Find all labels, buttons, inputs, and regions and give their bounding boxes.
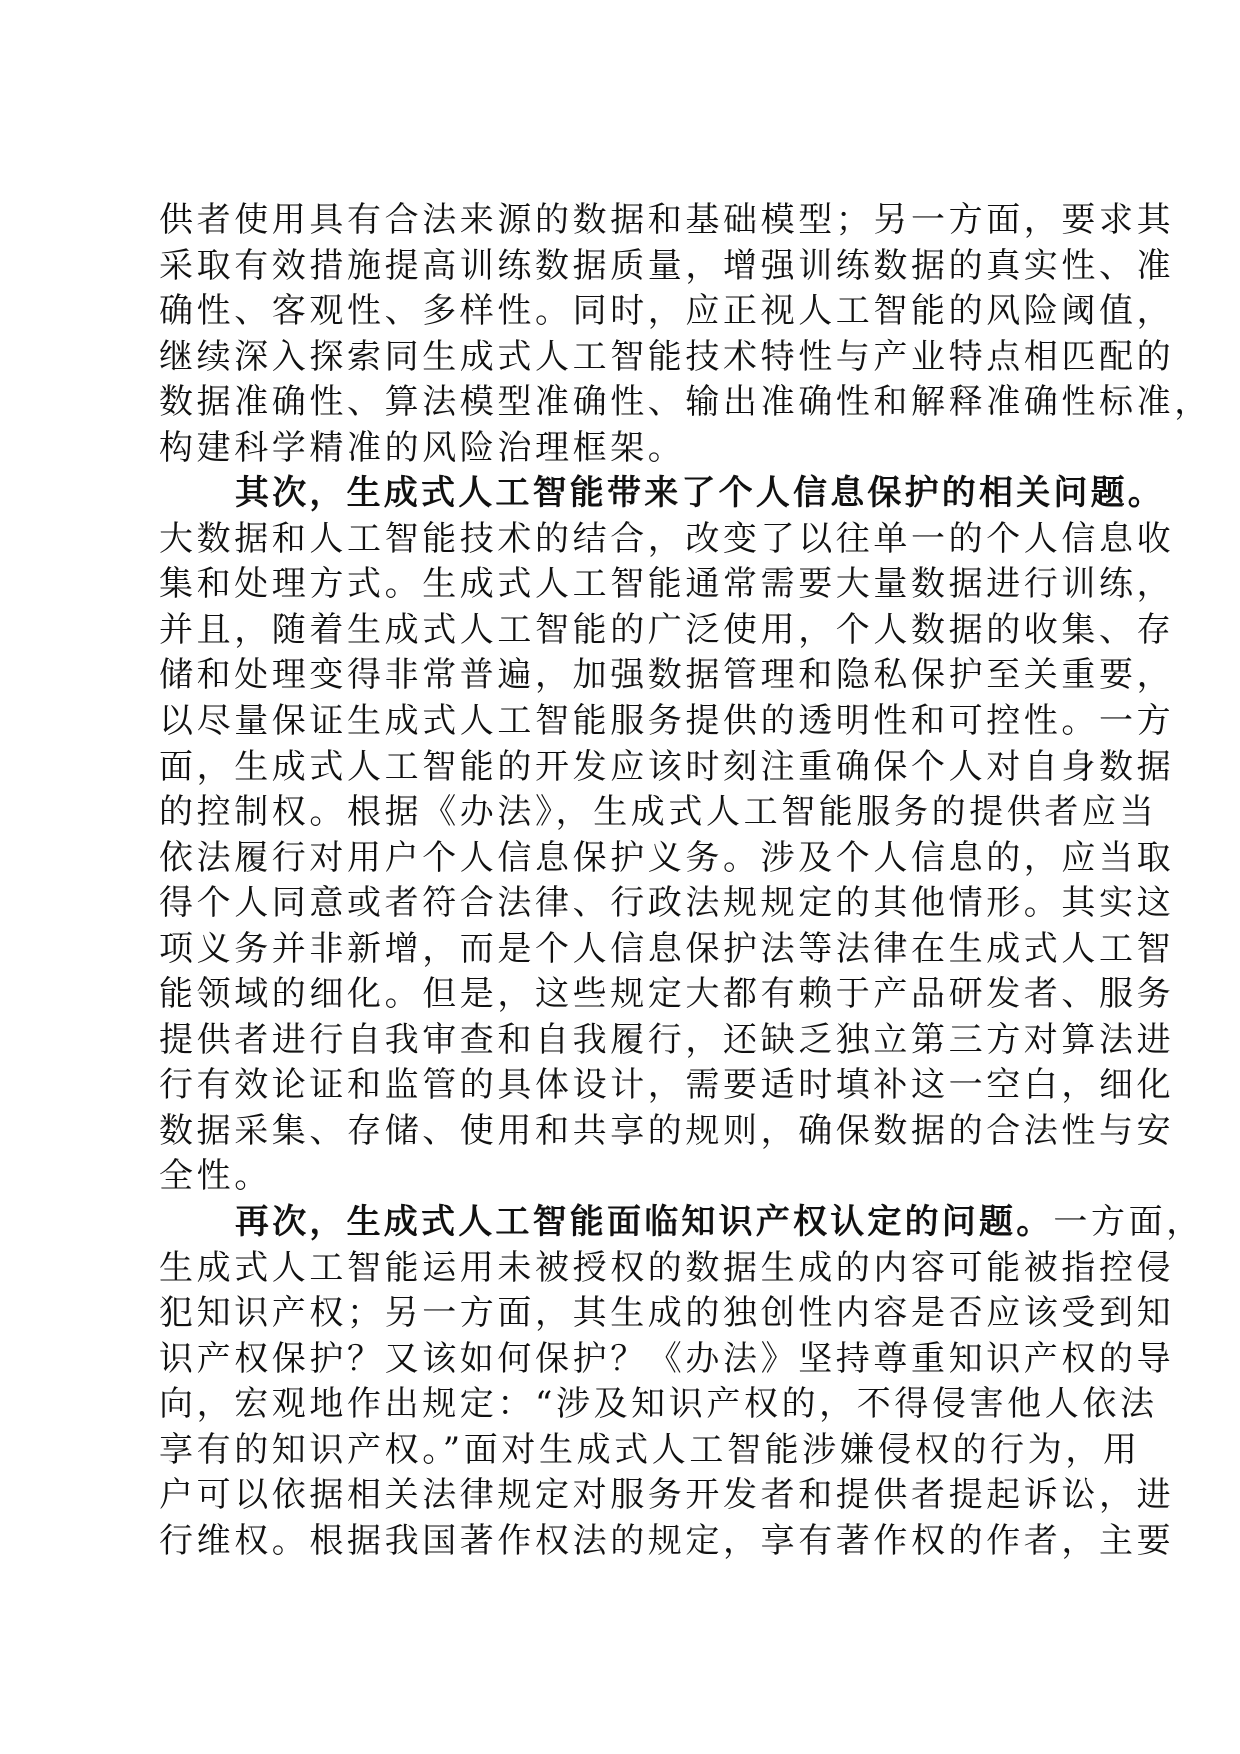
text-line: 犯知识产权；另一方面，其生成的独创性内容是否应该受到知: [159, 1293, 1175, 1334]
text-line: 行有效论证和监管的具体设计，需要适时填补这一空白，细化: [159, 1065, 1175, 1106]
paragraph-2: [159, 471, 1175, 1200]
text-line: 的控制权。根据《办法》，生成式人工智能服务的提供者应当: [159, 792, 1158, 833]
text-line: 提供者进行自我审查和自我履行，还缺乏独立第三方对算法进: [159, 1019, 1175, 1060]
text-line: 采取有效措施提高训练数据质量，增强训练数据的真实性、准: [159, 245, 1175, 286]
text-line: 数据准确性、算法模型准确性、输出准确性和解释准确性标准，: [159, 382, 1212, 423]
paragraph-3: [159, 1200, 1204, 1564]
text-line: 集和处理方式。生成式人工智能通常需要大量数据进行训练，: [159, 564, 1175, 605]
text-line: 享有的知识产权。”面对生成式人工智能涉嫌侵权的行为，用: [159, 1429, 1141, 1470]
text-line: 构建科学精准的风险治理框架。: [159, 427, 686, 468]
text-line: 得个人同意或者符合法律、行政法规规定的其他情形。其实这: [159, 883, 1175, 924]
text-line: 并且，随着生成式人工智能的广泛使用，个人数据的收集、存: [159, 609, 1175, 650]
text-line: 储和处理变得非常普遍，加强数据管理和隐私保护至关重要，: [159, 655, 1175, 696]
text-line: 大数据和人工智能技术的结合，改变了以往单一的个人信息收: [159, 518, 1175, 559]
paragraph-heading-line: [159, 471, 1165, 517]
text-line: 面，生成式人工智能的开发应该时刻注重确保个人对自身数据: [159, 746, 1175, 787]
text-line: 户可以依据相关法律规定对服务开发者和提供者提起诉讼，进: [159, 1475, 1175, 1516]
paragraph-lead-tail: 一方面，: [1053, 1202, 1204, 1243]
text-line: 能领域的细化。但是，这些规定大都有赖于产品研发者、服务: [159, 974, 1175, 1015]
text-line: 确性、客观性、多样性。同时，应正视人工智能的风险阈值，: [159, 291, 1175, 332]
paragraph-1: [159, 198, 1212, 471]
text-line: 供者使用具有合法来源的数据和基础模型；另一方面，要求其: [159, 200, 1175, 240]
text-line: 依法履行对用户个人信息保护义务。涉及个人信息的，应当取: [159, 837, 1175, 878]
text-line: 向，宏观地作出规定：“涉及知识产权的，不得侵害他人依法: [159, 1384, 1158, 1425]
paragraph-lead-sentence: 其次，生成式人工智能带来了个人信息保护的相关问题。: [235, 473, 1165, 514]
text-line: 数据采集、存储、使用和共享的规则，确保数据的合法性与安: [159, 1110, 1175, 1151]
body-text: [159, 198, 1212, 1564]
text-line: 全性。: [159, 1156, 272, 1197]
paragraph-heading-line: [159, 1200, 1204, 1246]
text-line: 识产权保护？又该如何保护？《办法》坚持尊重知识产权的导: [159, 1338, 1175, 1379]
paragraph-lead-sentence: 再次，生成式人工智能面临知识产权认定的问题。: [235, 1202, 1054, 1243]
text-line: 项义务并非新增，而是个人信息保护法等法律在生成式人工智: [159, 928, 1175, 969]
text-line: 以尽量保证生成式人工智能服务提供的透明性和可控性。一方: [159, 701, 1175, 742]
text-line: 生成式人工智能运用未被授权的数据生成的内容可能被指控侵: [159, 1247, 1175, 1288]
text-line: 继续深入探索同生成式人工智能技术特性与产业特点相匹配的: [159, 336, 1175, 377]
text-line: 行维权。根据我国著作权法的规定，享有著作权的作者，主要: [159, 1520, 1175, 1561]
